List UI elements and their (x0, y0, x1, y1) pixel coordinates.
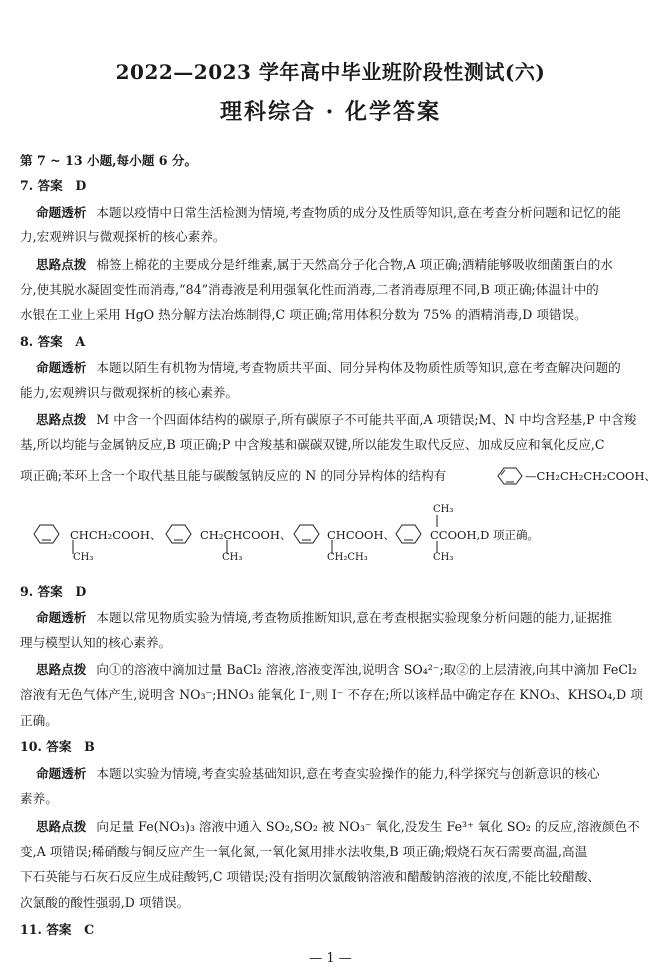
structure-3-sub: CH₃ (222, 552, 243, 563)
q9-analysis-line-2: 理与模型认知的核心素养。 (20, 635, 172, 650)
page-number: — 1 — (309, 951, 352, 966)
q9-answer: 9. 答案 D (20, 584, 87, 599)
q10-hint-line-2: 变,A 项错误;稀硝酸与铜反应产生一氧化氮,一氧化氮用排水法收集,B 项正确;煅烧石灰石需要高温,高温 (20, 844, 588, 859)
hint-label: 思路点拨 (36, 257, 87, 272)
q8-hint-line-1: 思路点拨 M 中含一个四面体结构的碳原子,所有碳原子不可能共平面,A 项错误;M、N 中均含羟基,P 中含羧 (36, 412, 637, 427)
q10-hint-line-3: 下石英能与石灰石反应生成硅酸钙,C 项错误;没有指明次氯酸钠溶液和醋酸钠溶液的浓度,不能比较醋酸、 (20, 869, 601, 884)
q10-hint-line-1: 思路点拨 向足量 Fe(NO₃)₃ 溶液中通入 SO₂,SO₂ 被 NO₃⁻ 氧化,没发生 Fe³⁺ 氧化 SO₂ 的反应,溶液颜色不 (36, 819, 640, 834)
q7-analysis-line-1: 命题透析 本题以疫情中日常生活检测为情境,考查物质的成分及性质等知识,意在考查分析问题和记忆的能 (36, 205, 621, 220)
structure-formula-5: CCOOH,D 项正确。 (430, 528, 540, 542)
q7-hint-line-2: 分,使其脱水凝固变性而消毒,“84”消毒液是利用强氧化性而消毒,二者消毒原理不同,B 项正确;体温计中的 (20, 282, 599, 297)
structure-formula-1: —CH₂CH₂CH₂COOH、 (525, 469, 656, 483)
benzene-ring-icon (290, 523, 324, 545)
q8-analysis-line-2: 能力,宏观辨识与微观探析的核心素养。 (20, 385, 239, 400)
q8-analysis-line-1: 命题透析 本题以陌生有机物为情境,考查物质共平面、同分异构体及物质性质等知识,意在考查解决问题的 (36, 360, 621, 375)
benzene-ring-icon (392, 523, 426, 545)
structure-formula-2: CHCH₂COOH、 (70, 528, 162, 542)
exam-title: 2022—2023 学年高中毕业班阶段性测试(六) (115, 60, 546, 84)
q7-answer: 7. 答案 D (20, 178, 87, 193)
q10-analysis-line-2: 素养。 (20, 791, 58, 806)
q8-hint-line-2: 基,所以均能与金属钠反应,B 项正确;P 中含羧基和碳碳双键,所以能发生取代反应、加成反应和氧化反应,C (20, 437, 605, 452)
structure-5-bottom: CH₃ (433, 552, 454, 563)
q8-hint-line-3: 项正确;苯环上含一个取代基且能与碳酸氢钠反应的 N 的同分异构体的结构有 (20, 468, 447, 483)
benzene-ring-icon (494, 466, 526, 486)
intro-text: 第 7 ~ 13 小题,每小题 6 分。 (20, 153, 198, 168)
q11-answer: 11. 答案 C (20, 922, 95, 937)
q9-hint-line-3: 正确。 (20, 713, 58, 728)
benzene-ring-icon (30, 523, 64, 545)
q9-hint-line-1: 思路点拨 向①的溶液中滴加过量 BaCl₂ 溶液,溶液变浑浊,说明含 SO₄²⁻;取②的上层清液,向其中滴加 FeCl₂ (36, 662, 638, 677)
q10-analysis-line-1: 命题透析 本题以实验为情境,考查实验基础知识,意在考查实验操作的能力,科学探究与创新意识的核心 (36, 766, 600, 781)
exam-subtitle: 理科综合 · 化学答案 (220, 99, 441, 125)
q7-hint-line-3: 水银在工业上采用 HgO 热分解方法冶炼制得,C 项正确;常用体积分数为 75% 的酒精消毒,D 项错误。 (20, 307, 587, 322)
q10-answer: 10. 答案 B (20, 739, 95, 754)
q9-hint-line-2: 溶液有无色气体产生,说明含 NO₃⁻;HNO₃ 能氧化 I⁻,则 I⁻ 不存在;所以该样品中确定存在 KNO₃、KHSO₄,D 项 (20, 687, 643, 702)
structure-formula-4: CHCOOH、 (327, 528, 396, 542)
q9-analysis-line-1: 命题透析 本题以常见物质实验为情境,考查物质推断知识,意在考查根据实验现象分析问题的能力,证据推 (36, 610, 613, 625)
q7-analysis-line-2: 力,宏观辨识与微观探析的核心素养。 (20, 229, 226, 244)
benzene-ring-icon (162, 523, 196, 545)
q10-hint-line-4: 次氯酸的酸性强弱,D 项错误。 (20, 895, 190, 910)
structure-4-sub: CH₂CH₃ (327, 552, 368, 563)
q7-hint-line-1: 思路点拨 棉签上棉花的主要成分是纤维素,属于天然高分子化合物,A 项正确;酒精能够吸收细菌蛋白的水 (36, 257, 613, 272)
structure-formula-3: CH₂CHCOOH、 (200, 528, 292, 542)
structure-5-top: CH₃ (433, 504, 454, 515)
structure-2-sub: CH₃ (73, 552, 94, 563)
analysis-label: 命题透析 (36, 205, 87, 220)
q8-answer: 8. 答案 A (20, 334, 86, 349)
